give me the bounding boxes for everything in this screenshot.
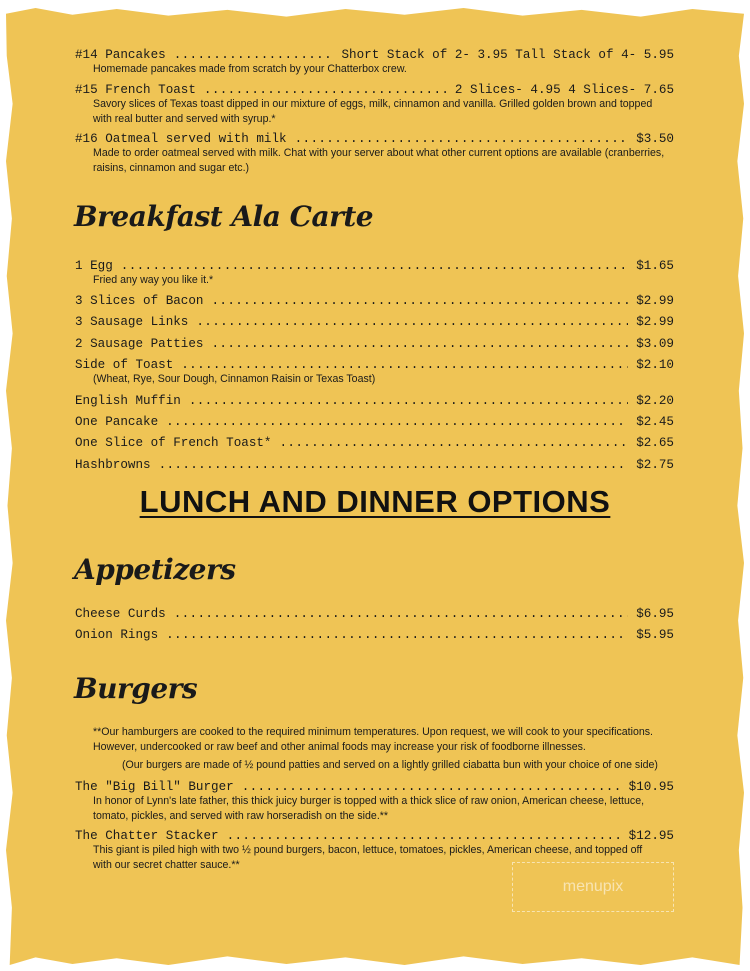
menu-item: 1 Egg . . . $1.65 — [75, 258, 674, 274]
lunch-dinner-banner: LUNCH AND DINNER OPTIONS — [139, 484, 611, 519]
item-description: Homemade pancakes made from scratch by your Chatterbox crew. — [93, 63, 407, 75]
menu-item: Side of Toast . . . $2.10 — [75, 357, 674, 373]
menu-item: 3 Slices of Bacon . . . $2.99 — [75, 293, 674, 309]
menu-item: 3 Sausage Links . . . $2.99 — [75, 314, 674, 330]
watermark: menupix — [512, 862, 674, 912]
menu-item: #14 Pancakes . . . Short Stack of 2- 3.95 Tall Stack of 4- 5.95 — [75, 47, 674, 63]
section-title-appetizers: Appetizers — [74, 553, 236, 586]
menu-item: #16 Oatmeal served with milk . . . $3.50 — [75, 131, 674, 147]
menu-item: The Chatter Stacker . . . $12.95 — [75, 828, 674, 844]
item-description: This giant is piled high with two ½ pound burgers, bacon, lettuce, tomatoes, pickles, American cheese, and topped off with our secret chatter sauce.** — [93, 844, 643, 871]
item-description: Fried any way you like it.* — [93, 274, 214, 286]
burger-sub-note: (Our burgers are made of ½ pound patties and served on a lightly grilled ciabatta bun with your choice of one side) — [122, 759, 658, 771]
section-title-burgers: Burgers — [74, 672, 198, 705]
menu-item: #15 French Toast . . . 2 Slices- 4.95 4 Slices- 7.65 — [75, 82, 674, 98]
menu-item: The "Big Bill" Burger . . . $10.95 — [75, 779, 674, 795]
item-description: In honor of Lynn's late father, this thick juicy burger is topped with a thick slice of raw onion, American cheese, lettuce, tomato, pickles, and served with raw horseradish on the side.** — [93, 795, 645, 822]
menu-item: 2 Sausage Patties . . . $3.09 — [75, 336, 674, 352]
menu-item: One Pancake . . . $2.45 — [75, 414, 674, 430]
menu-item: One Slice of French Toast* . . . $2.65 — [75, 435, 674, 451]
menu-item: English Muffin . . . $2.20 — [75, 393, 674, 409]
menu-item: Cheese Curds . . . $6.95 — [75, 606, 674, 622]
item-description: Savory slices of Texas toast dipped in our mixture of eggs, milk, cinnamon and vanilla. Grilled golden brown and topped with real butter and served with syrup.* — [93, 98, 653, 125]
item-description: Made to order oatmeal served with milk. Chat with your server about what other current options are available (cranberries, raisins, cinnamon and sugar etc.) — [93, 147, 665, 174]
food-safety-notice: **Our hamburgers are cooked to the required minimum temperatures. Upon request, we will cook to your specifications. However, undercooked or raw beef and other animal foods may increase your risk of foodborne illnesses. — [93, 726, 653, 753]
menu-item: Hashbrowns . . . $2.75 — [75, 457, 674, 473]
section-title-ala-carte: Breakfast Ala Carte — [74, 200, 374, 233]
item-description: (Wheat, Rye, Sour Dough, Cinnamon Raisin or Texas Toast) — [93, 373, 376, 385]
menu-item: Onion Rings . . . $5.95 — [75, 627, 674, 643]
